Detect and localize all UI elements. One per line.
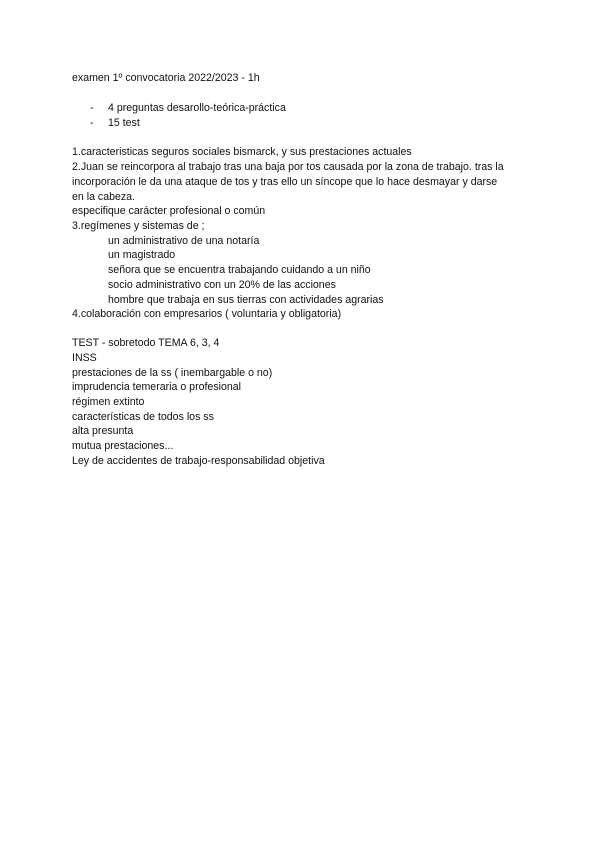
bullet-text: 4 preguntas desarollo-teórica-práctica bbox=[108, 102, 286, 114]
bullet-text: 15 test bbox=[108, 117, 140, 129]
question-3-item: hombre que trabaja en sus tierras con actividades agrarias bbox=[108, 294, 384, 306]
test-item: mutua prestaciones... bbox=[72, 440, 174, 452]
test-item: alta presunta bbox=[72, 425, 134, 437]
question-1: 1.caracteristicas seguros sociales bismarck, y sus prestaciones actuales bbox=[72, 146, 412, 158]
test-item: prestaciones de la ss ( inembargable o no) bbox=[72, 367, 273, 379]
question-3-item: un magistrado bbox=[108, 249, 176, 261]
test-item: Ley de accidentes de trabajo-responsabilidad objetiva bbox=[72, 455, 325, 467]
question-2-line: en la cabeza. bbox=[72, 191, 136, 203]
bullet-dash: - bbox=[90, 117, 94, 129]
question-3-item: un administrativo de una notaría bbox=[108, 235, 260, 247]
bullet-item bbox=[90, 116, 140, 130]
test-item: INSS bbox=[72, 352, 97, 364]
question-3: 3.regímenes y sistemas de ; bbox=[72, 220, 205, 232]
exam-title: examen 1º convocatoria 2022/2023 - 1h bbox=[72, 72, 260, 84]
question-2-line: incorporación le da una ataque de tos y tras ello un síncope que lo hace desmayar y darse bbox=[72, 176, 498, 188]
question-3-item: socio administrativo con un 20% de las acciones bbox=[108, 279, 336, 291]
test-heading: TEST - sobretodo TEMA 6, 3, 4 bbox=[72, 337, 220, 349]
test-item: imprudencia temeraria o profesional bbox=[72, 381, 241, 393]
bullet-item bbox=[90, 101, 286, 115]
test-item: régimen extinto bbox=[72, 396, 145, 408]
question-4: 4.colaboración con empresarios ( voluntaria y obligatoria) bbox=[72, 308, 342, 320]
question-2-line: 2.Juan se reincorpora al trabajo tras una baja por tos causada por la zona de trabajo. tras la bbox=[72, 161, 504, 173]
bullet-dash: - bbox=[90, 102, 94, 114]
question-3-item: señora que se encuentra trabajando cuidando a un niño bbox=[108, 264, 371, 276]
question-2-line: especifique carácter profesional o común bbox=[72, 205, 266, 217]
test-item: características de todos los ss bbox=[72, 411, 214, 423]
